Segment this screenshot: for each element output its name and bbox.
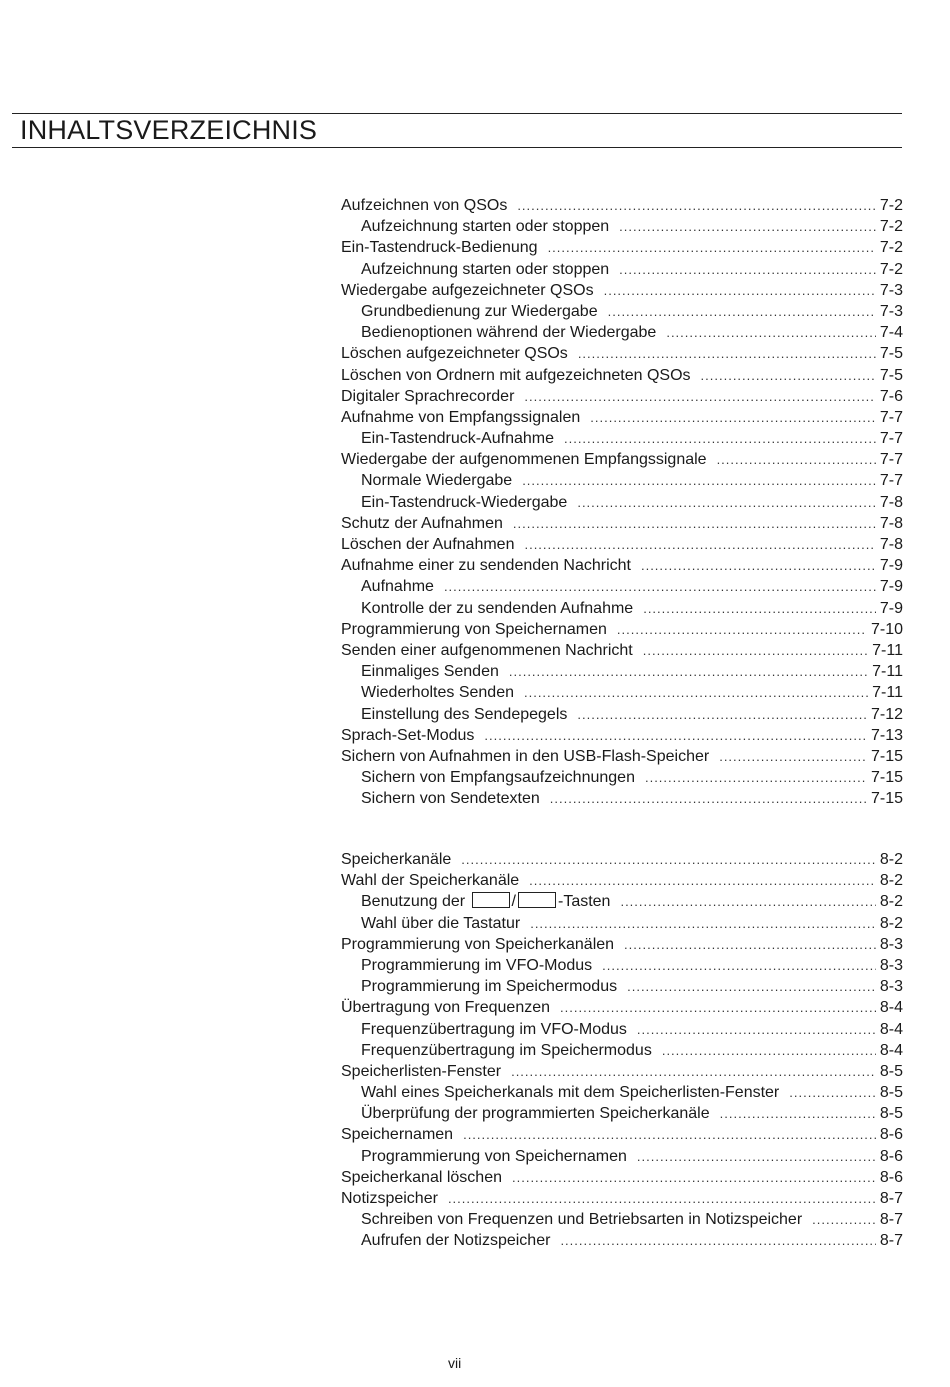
toc-entry bbox=[341, 407, 903, 428]
toc-entry bbox=[341, 976, 903, 997]
toc-dot-leader bbox=[717, 449, 876, 470]
toc-entry-page: 7-11 bbox=[872, 684, 903, 702]
toc-entry-label: Überprüfung der programmierten Speicherkanäle bbox=[361, 1105, 710, 1123]
toc-entry bbox=[341, 216, 903, 237]
toc-dot-leader bbox=[463, 1124, 876, 1145]
toc-entry-label: Frequenzübertragung im VFO-Modus bbox=[361, 1020, 627, 1038]
toc-entry-label: Senden einer aufgenommenen Nachricht bbox=[341, 641, 633, 659]
page-number: vii bbox=[448, 1355, 462, 1371]
toc-dot-leader bbox=[530, 913, 876, 934]
toc-entry-label: Wahl der Speicherkanäle bbox=[341, 872, 520, 890]
toc-entry-label: Einmaliges Senden bbox=[361, 663, 499, 681]
toc-entry-page: 7-12 bbox=[870, 705, 903, 723]
toc-entry-label: Ein-Tastendruck-Wiedergabe bbox=[361, 493, 568, 511]
toc-dot-leader bbox=[512, 1167, 876, 1188]
toc-entry-label: Ein-Tastendruck-Bedienung bbox=[341, 239, 538, 257]
toc-entry-page: 8-4 bbox=[879, 1041, 903, 1059]
toc-dot-leader bbox=[637, 1019, 876, 1040]
toc-entry-label: Sichern von Aufnahmen in den USB-Flash-Speicher bbox=[341, 747, 710, 765]
toc-entry bbox=[341, 1019, 903, 1040]
toc-dot-leader bbox=[789, 1082, 876, 1103]
toc-entry-label: Löschen von Ordnern mit aufgezeichneten QSOs bbox=[341, 366, 691, 384]
toc-entry-page: 7-5 bbox=[879, 345, 903, 363]
toc-dot-leader bbox=[641, 555, 876, 576]
toc-dot-leader bbox=[662, 1040, 876, 1061]
toc-entry-page: 7-6 bbox=[879, 387, 903, 405]
toc-entry bbox=[341, 682, 903, 703]
toc-dot-leader bbox=[617, 619, 867, 640]
toc-entry bbox=[341, 661, 903, 682]
toc-dot-leader bbox=[701, 365, 876, 386]
toc-entry-page: 7-7 bbox=[879, 451, 903, 469]
toc-entry-page: 8-3 bbox=[879, 956, 903, 974]
toc-entry bbox=[341, 428, 903, 449]
toc-entry-page: 8-6 bbox=[879, 1168, 903, 1186]
toc-entry-label: Grundbedienung zur Wiedergabe bbox=[361, 302, 598, 320]
toc-entry-page: 8-7 bbox=[879, 1211, 903, 1229]
toc-entry bbox=[341, 301, 903, 322]
toc-entry bbox=[341, 725, 903, 746]
toc-dot-leader bbox=[548, 237, 876, 258]
toc-entry bbox=[341, 365, 903, 386]
toc-entry-label: Kontrolle der zu sendenden Aufnahme bbox=[361, 599, 634, 617]
toc-entry-page: 7-2 bbox=[879, 218, 903, 236]
toc-dot-leader bbox=[509, 661, 868, 682]
toc-entry-page: 8-2 bbox=[879, 851, 903, 868]
toc-entry bbox=[341, 746, 903, 767]
toc-entry bbox=[341, 849, 903, 870]
page-title: INHALTSVERZEICHNIS bbox=[20, 115, 318, 145]
toc-entry-label: Programmierung von Speicherkanälen bbox=[341, 935, 615, 953]
toc-dot-leader bbox=[624, 934, 876, 955]
toc-dot-leader bbox=[524, 386, 875, 407]
toc-entry-page: 8-3 bbox=[879, 978, 903, 996]
toc-entry-page: 7-2 bbox=[879, 197, 903, 214]
toc-entry-label: Löschen der Aufnahmen bbox=[341, 536, 515, 553]
toc-entry-label: Aufrufen der Notizspeicher bbox=[361, 1232, 551, 1250]
toc-entry-page: 7-10 bbox=[870, 620, 903, 638]
toc-dot-leader bbox=[448, 1188, 876, 1209]
toc-dot-leader bbox=[604, 280, 876, 301]
toc-entry-label: Sichern von Empfangsaufzeichnungen bbox=[361, 769, 635, 787]
toc-entry-page: 7-11 bbox=[872, 663, 903, 681]
toc-entry-label: Sprach-Set-Modus bbox=[341, 726, 475, 744]
toc-entry-page: 8-7 bbox=[879, 1190, 903, 1207]
toc-entry-page: 7-3 bbox=[879, 281, 903, 299]
toc-entry-page: 7-11 bbox=[872, 641, 903, 659]
toc-entry-label: Einstellung des Sendepegels bbox=[361, 705, 568, 723]
key-box-icon bbox=[518, 892, 556, 908]
toc-entry bbox=[341, 513, 903, 534]
toc-entry-label: Programmierung von Speichernamen bbox=[341, 620, 607, 638]
toc-dot-leader bbox=[619, 259, 876, 280]
toc-entry-page: 8-5 bbox=[879, 1105, 903, 1123]
toc-entry-page: 7-15 bbox=[870, 747, 903, 765]
toc-dot-leader bbox=[577, 492, 876, 513]
toc-section-8 bbox=[341, 849, 903, 1252]
toc-entry-label: Wahl eines Speicherkanals mit dem Speicherlisten-Fenster bbox=[361, 1084, 780, 1102]
toc-entry-label: Speichernamen bbox=[341, 1126, 454, 1144]
toc-entry bbox=[341, 280, 903, 301]
toc-dot-leader bbox=[577, 704, 867, 725]
toc-entry-page: 7-15 bbox=[870, 769, 903, 787]
toc-dot-leader bbox=[608, 301, 876, 322]
toc-entry-label: Programmierung von Speichernamen bbox=[361, 1147, 627, 1165]
toc-entry-page: 8-3 bbox=[879, 935, 903, 953]
toc-entry-label-text: -Tasten bbox=[557, 893, 611, 911]
toc-entry-page: 8-6 bbox=[879, 1126, 903, 1144]
toc-entry bbox=[341, 1209, 903, 1230]
toc-dot-leader bbox=[602, 955, 876, 976]
toc-entry bbox=[341, 1167, 903, 1188]
toc-entry-page: 7-4 bbox=[879, 324, 903, 342]
toc-entry-page: 8-7 bbox=[879, 1232, 903, 1250]
toc-entry-page: 7-2 bbox=[879, 260, 903, 278]
toc-entry-label: Programmierung im Speichermodus bbox=[361, 978, 618, 996]
toc-entry-label: Aufzeichnen von QSOs bbox=[341, 197, 508, 214]
toc-entry bbox=[341, 997, 903, 1018]
toc-entry bbox=[341, 322, 903, 343]
toc-entry-page: 8-4 bbox=[879, 1020, 903, 1038]
toc-dot-leader bbox=[627, 976, 876, 997]
toc-dot-leader bbox=[619, 216, 876, 237]
toc-dot-leader bbox=[720, 1103, 876, 1124]
toc-dot-leader bbox=[524, 682, 868, 703]
toc-entry bbox=[341, 576, 903, 597]
toc-entry-page: 7-7 bbox=[879, 472, 903, 490]
toc-entry-label: Aufnahme bbox=[361, 578, 434, 596]
toc-entry-label-text: Benutzung der bbox=[361, 893, 466, 911]
toc-entry-page: 7-9 bbox=[879, 557, 903, 575]
toc-dot-leader bbox=[719, 746, 867, 767]
toc-entry-label: Aufnahme einer zu sendenden Nachricht bbox=[341, 557, 631, 575]
toc-entry bbox=[341, 598, 903, 619]
toc-entry-label: Schreiben von Frequenzen und Betriebsarten in Notizspeicher bbox=[361, 1211, 803, 1229]
toc-entry bbox=[341, 955, 903, 976]
toc-entry-label: Wiederholtes Senden bbox=[361, 684, 514, 702]
toc-entry bbox=[341, 195, 903, 216]
toc-dot-leader bbox=[645, 767, 867, 788]
toc-dot-leader bbox=[484, 725, 867, 746]
toc-dot-leader bbox=[513, 513, 876, 534]
header-rule-bottom bbox=[12, 147, 902, 148]
toc-dot-leader bbox=[643, 640, 868, 661]
toc-entry-label: Programmierung im VFO-Modus bbox=[361, 956, 593, 974]
toc-dot-leader bbox=[560, 1230, 875, 1251]
toc-entry-label: Wiedergabe aufgezeichneter QSOs bbox=[341, 281, 594, 299]
toc-entry bbox=[341, 1103, 903, 1124]
toc-entry-label: Normale Wiedergabe bbox=[361, 472, 513, 490]
toc-entry-label: Wahl über die Tastatur bbox=[361, 914, 521, 932]
toc-dot-leader bbox=[461, 849, 876, 870]
toc-dot-leader bbox=[590, 407, 876, 428]
toc-dot-leader bbox=[517, 195, 876, 216]
toc-dot-leader bbox=[666, 322, 876, 343]
toc-entry-page: 7-13 bbox=[870, 726, 903, 744]
toc-entry bbox=[341, 343, 903, 364]
toc-dot-leader bbox=[643, 598, 876, 619]
toc-entry-page: 7-2 bbox=[879, 239, 903, 257]
toc-entry bbox=[341, 1188, 903, 1209]
toc-dot-leader bbox=[578, 343, 876, 364]
toc-entry-label: Aufnahme von Empfangssignalen bbox=[341, 408, 581, 426]
toc-dot-leader bbox=[529, 870, 876, 891]
toc-entry bbox=[341, 1124, 903, 1145]
toc-entry-label: Digitaler Sprachrecorder bbox=[341, 387, 515, 405]
toc-entry-page: 8-6 bbox=[879, 1147, 903, 1165]
toc-entry-page: 8-5 bbox=[879, 1062, 903, 1080]
toc-entry-page: 7-7 bbox=[879, 430, 903, 448]
key-box-icon bbox=[472, 892, 510, 908]
toc-entry-page: 7-9 bbox=[879, 578, 903, 596]
toc-entry-page: 7-3 bbox=[879, 302, 903, 320]
toc-entry-label: Bedienoptionen während der Wiedergabe bbox=[361, 324, 657, 342]
toc-entry bbox=[341, 619, 903, 640]
toc-entry bbox=[341, 870, 903, 891]
toc-section-7 bbox=[341, 195, 903, 809]
toc-entry bbox=[341, 1061, 903, 1082]
toc-dot-leader bbox=[522, 470, 876, 491]
toc-entry-label: Notizspeicher bbox=[341, 1190, 438, 1207]
toc-entry bbox=[341, 449, 903, 470]
toc-entry bbox=[341, 1082, 903, 1103]
toc-entry-label: Übertragung von Frequenzen bbox=[341, 999, 551, 1017]
toc-entry bbox=[341, 767, 903, 788]
toc-dot-leader bbox=[620, 891, 875, 912]
toc-entry-page: 7-9 bbox=[879, 599, 903, 617]
toc-entry-label: Speicherlisten-Fenster bbox=[341, 1062, 502, 1080]
toc-entry bbox=[341, 1230, 903, 1251]
toc-entry bbox=[341, 470, 903, 491]
toc-entry bbox=[341, 1040, 903, 1061]
toc-entry bbox=[341, 534, 903, 555]
toc-entry-page: 7-8 bbox=[879, 493, 903, 511]
toc-entry bbox=[341, 788, 903, 809]
toc-entry-page: 8-4 bbox=[879, 999, 903, 1017]
toc-dot-leader bbox=[637, 1146, 876, 1167]
toc-entry-label: Löschen aufgezeichneter QSOs bbox=[341, 345, 568, 363]
toc-dot-leader bbox=[560, 997, 876, 1018]
toc-entry-page: 8-2 bbox=[879, 872, 903, 890]
toc-entry bbox=[341, 1146, 903, 1167]
toc-dot-leader bbox=[550, 788, 867, 809]
toc-entry-page: 8-2 bbox=[879, 914, 903, 932]
toc-entry-label: Speicherkanal löschen bbox=[341, 1168, 502, 1186]
toc-entry-label: Aufzeichnung starten oder stoppen bbox=[361, 218, 610, 236]
toc-entry-label bbox=[361, 891, 610, 912]
toc-entry-page: 7-8 bbox=[879, 536, 903, 553]
toc-entry-page: 7-7 bbox=[879, 408, 903, 426]
toc-dot-leader bbox=[812, 1209, 876, 1230]
toc-entry bbox=[341, 640, 903, 661]
toc-entry-page: 7-15 bbox=[870, 790, 903, 808]
toc-entry bbox=[341, 913, 903, 934]
toc-entry bbox=[341, 259, 903, 280]
toc-entry bbox=[341, 891, 903, 912]
toc-entry-page: 7-5 bbox=[879, 366, 903, 384]
toc-entry bbox=[341, 555, 903, 576]
toc-entry bbox=[341, 492, 903, 513]
toc-dot-leader bbox=[511, 1061, 876, 1082]
toc-dot-leader bbox=[564, 428, 876, 449]
toc-dot-leader bbox=[444, 576, 876, 597]
toc-entry-page: 7-8 bbox=[879, 514, 903, 532]
toc-entry bbox=[341, 934, 903, 955]
toc-entry-label: Schutz der Aufnahmen bbox=[341, 514, 503, 532]
toc-entry-label: Sichern von Sendetexten bbox=[361, 790, 540, 808]
toc-entry bbox=[341, 704, 903, 725]
toc-entry-label: Aufzeichnung starten oder stoppen bbox=[361, 260, 610, 278]
toc-entry-page: 8-5 bbox=[879, 1084, 903, 1102]
toc-entry-label: Frequenzübertragung im Speichermodus bbox=[361, 1041, 652, 1059]
toc-entry-label: Wiedergabe der aufgenommenen Empfangssignale bbox=[341, 451, 707, 469]
toc-entry bbox=[341, 237, 903, 258]
toc-entry-label: Ein-Tastendruck-Aufnahme bbox=[361, 430, 554, 448]
toc-entry-label: Speicherkanäle bbox=[341, 851, 452, 868]
toc-dot-leader bbox=[524, 534, 875, 555]
toc-entry bbox=[341, 386, 903, 407]
toc-entry-separator: / bbox=[511, 893, 516, 911]
toc-entry-page: 8-2 bbox=[879, 893, 903, 911]
